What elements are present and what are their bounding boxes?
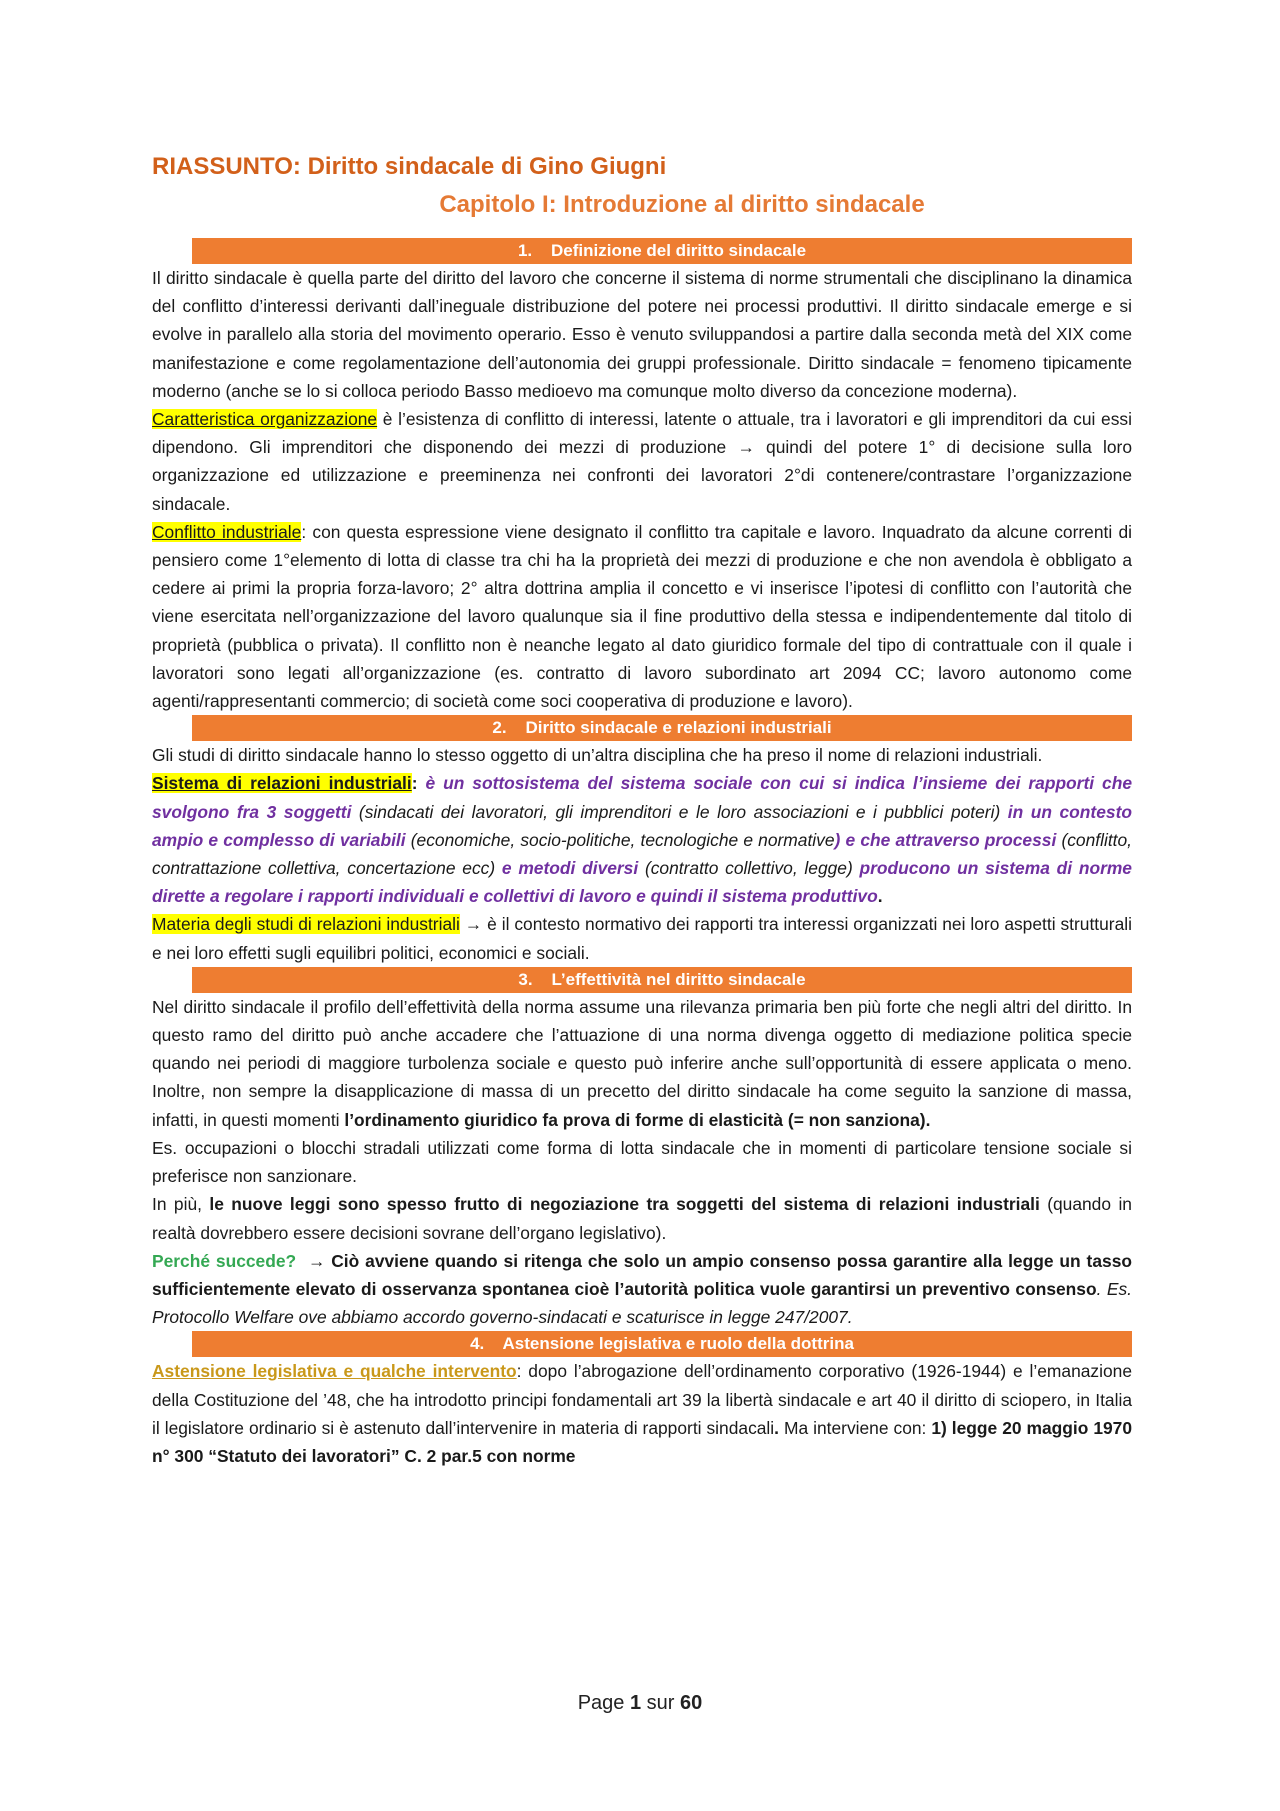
paragraph-nuove-leggi: In più, le nuove leggi sono spesso frutto di negoziazione tra soggetti del sistema di relazioni industriali (quando in realtà dovrebbero essere decisioni sovrane dell’organo legislativo). bbox=[152, 1194, 1132, 1243]
page-total: 60 bbox=[680, 1692, 703, 1714]
paragraph-effettivita: Nel diritto sindacale il profilo dell’effettività della norma assume una rilevanza primaria ben più forte che negli altri del diritto. In questo ramo del diritto può anche accadere che l’attuazione di una norma divenga oggetto di mediazione politica specie quando nei periodi di maggiore turbolenza sociale e questo può inferire anche sull’opportunità di essere applicata o meno. Inoltre, non sempre la disapplicazione di massa di un precetto del diritto sindacale ha come seguito la sanzione di massa, infatti, in questi momenti l’ordinamento giuridico fa prova di forme di elasticità (= non sanziona). bbox=[152, 996, 1132, 1130]
arrow-icon: → bbox=[307, 1250, 326, 1271]
section-heading-3: 3. L’effettività nel diritto sindacale bbox=[192, 967, 1132, 993]
highlight-term: Sistema di relazioni industriali bbox=[152, 773, 412, 794]
document-page bbox=[152, 150, 1132, 1470]
section-heading-2: 2. Diritto sindacale e relazioni industriali bbox=[192, 715, 1132, 741]
chapter-title: Capitolo I: Introduzione al diritto sindacale bbox=[439, 191, 925, 218]
question-label: Perché succede? bbox=[152, 1250, 297, 1271]
page-footer: Page 1 sur 60 bbox=[577, 1692, 703, 1714]
paragraph-esempio: Es. occupazioni o blocchi stradali utilizzati come forma di lotta sindacale che in momenti di particolare tensione sociale si preferisce non sanzionare. bbox=[152, 1137, 1132, 1187]
highlight-term: Caratteristica organizzazione bbox=[152, 409, 378, 430]
paragraph-definition: Il diritto sindacale è quella parte del diritto del lavoro che concerne il sistema di norme strumentali che disciplinano la dinamica del conflitto d’interessi derivanti dall’ineguale distribuzione del potere nei processi produttivi. Il diritto sindacale emerge e si evolve in parallelo alla storia del movimento operario. Esso è venuto sviluppandosi a partire dalla seconda metà del XIX come manifestazione e come regolamentazione dell’autonomia dei gruppi professionale. Diritto sindacale = fenomeno tipicamente moderno (anche se lo si colloca periodo Basso medioevo ma comunque molto diverso da concezione moderna). bbox=[152, 268, 1132, 401]
paragraph-conflitto: Conflitto industriale: con questa espressione viene designato il conflitto tra capitale e lavoro. Inquadrato da alcune correnti di pensiero come 1°elemento di lotta di classe tra chi ha la proprietà dei mezzi di produzione e che non avendola è obbligato a cedere ai primi la propria forza-lavoro; 2° altra dottrina amplia il concetto e vi inserisce l’ipotesi di conflitto con l’autorità che viene esercitata nell’organizzazione del lavoro qualunque sia il fine produttivo della stessa e indipendentemente dal titolo di proprietà (pubblica o privata). Il conflitto non è neanche legato al dato giuridico formale del tipo di contrattuale con il quale i lavoratori sono legati all’organizzazione (es. contratto di lavoro subordinato art 2094 CC; lavoro autonomo come agenti/rappresentanti commercio; di società come soci cooperativa di produzione e lavoro). bbox=[152, 521, 1132, 712]
paragraph-sistema: Sistema di relazioni industriali: è un sottosistema del sistema sociale con cui si indica l’insieme dei rapporti che svolgono fra 3 soggetti (sindacati dei lavoratori, gli imprenditori e le loro associazioni e i pubblici poteri) in un contesto ampio e complesso di variabili (economiche, socio-politiche, tecnologiche e normative) e che attraverso processi (conflitto, contrattazione collettiva, concertazione ecc) e metodi diversi (contratto collettivo, legge) producono un sistema di norme dirette a regolare i rapporti individuali e collettivi di lavoro e quindi il sistema produttivo. bbox=[152, 773, 1133, 907]
paragraph-astensione: Astensione legislativa e qualche intervento: dopo l’abrogazione dell’ordinamento corporativo (1926-1944) e l’emanazione della Costituzione del ’48, che ha introdotto principi fondamentali art 39 la libertà sindacale e art 40 il diritto di sciopero, in Italia il legislatore ordinario si è astenuto dall’intervenire in materia di rapporti sindacali. Ma interviene con: 1) legge 20 maggio 1970 n° 300 “Statuto dei lavoratori” C. 2 par.5 con norme bbox=[152, 1361, 1133, 1466]
arrow-icon: → bbox=[464, 914, 483, 935]
document-title: RIASSUNTO: Diritto sindacale di Gino Giugni bbox=[152, 153, 667, 180]
highlight-term: Conflitto industriale bbox=[152, 521, 302, 542]
section-heading-4: 4. Astensione legislativa e ruolo della dottrina bbox=[192, 1331, 1132, 1357]
arrow-icon: → bbox=[737, 437, 755, 458]
paragraph-caratteristica: Caratteristica organizzazione è l’esistenza di conflitto di interessi, latente o attuale, tra i lavoratori e gli imprenditori da cui essi dipendono. Gli imprenditori che disponendo dei mezzi di produzione → quindi del potere 1° di decisione sulla loro organizzazione ed utilizzazione e preeminenza nei confronti dei lavoratori 2°di contenere/contrastare l’organizzazione sindacale. bbox=[152, 409, 1133, 514]
page-number: 1 bbox=[629, 1692, 642, 1714]
paragraph-materia: Materia degli studi di relazioni industriali → è il contesto normativo dei rapporti tra interessi organizzati nei loro aspetti strutturali e nei loro effetti sugli equilibri politici, economici e sociali. bbox=[152, 914, 1132, 963]
paragraph-studi: Gli studi di diritto sindacale hanno lo stesso oggetto di un’altra disciplina che ha preso il nome di relazioni industriali. bbox=[152, 745, 1043, 766]
highlight-term: Materia degli studi di relazioni industriali bbox=[152, 914, 460, 935]
section-heading-1: 1. Definizione del diritto sindacale bbox=[192, 238, 1132, 264]
paragraph-perche: Perché succede? → Ciò avviene quando si ritenga che solo un ampio consenso possa garantire alla legge un tasso sufficientemente elevato di osservanza spontanea cioè l’autorità politica vuole garantirsi un preventivo consenso. Es. Protocollo Welfare ove abbiamo accordo governo-sindacati e scaturisce in legge 247/2007. bbox=[152, 1250, 1132, 1328]
underlined-term: Astensione legislativa e qualche intervento bbox=[152, 1361, 517, 1382]
